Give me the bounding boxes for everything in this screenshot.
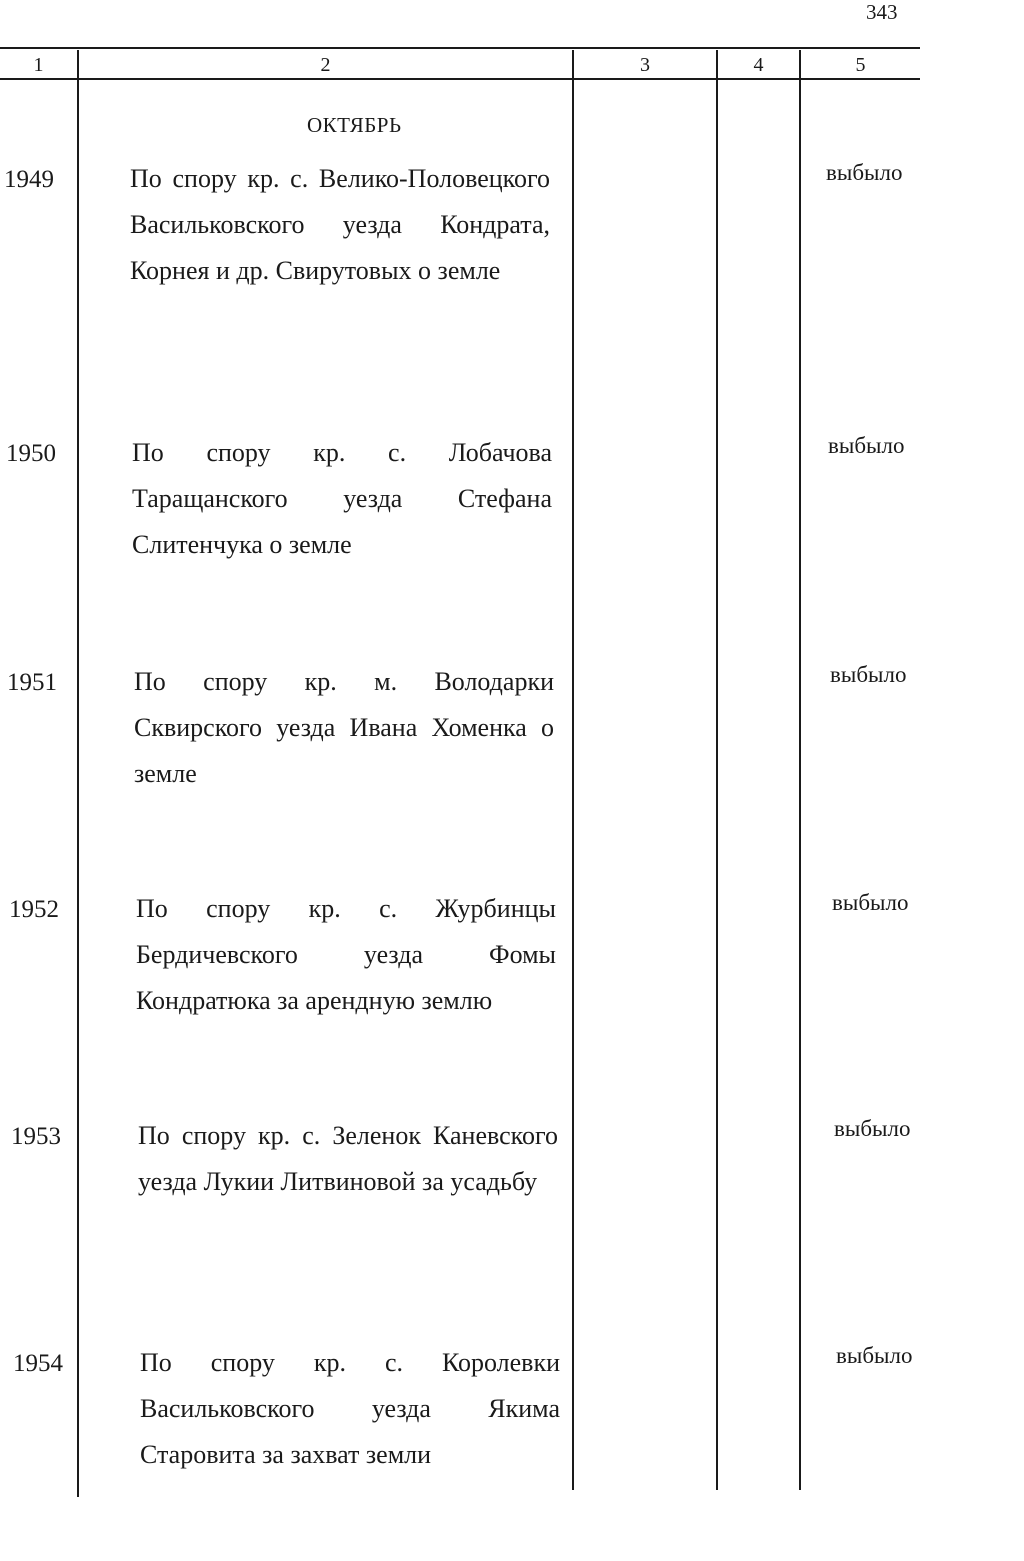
entry-description: По спору кр. с. Лобачова Таращанского уезда Стефана Слитенчука о земле: [132, 438, 552, 559]
column-header-3: 3: [640, 54, 650, 76]
column-divider-1-2: [77, 50, 79, 1497]
entry-number: 1953: [11, 1123, 61, 1150]
column-header-1: 1: [33, 54, 44, 76]
entry-status: выбыло: [832, 890, 909, 915]
entry-number: 1951: [7, 669, 57, 696]
table-header-rule: [0, 78, 920, 80]
table-top-rule: [0, 47, 920, 49]
entry-description: По спору кр. м. Володарки Сквирского уезда Ивана Хоменка о земле: [134, 667, 554, 788]
entry-status: выбыло: [828, 433, 905, 458]
entry-status: выбыло: [830, 662, 907, 687]
entry-status: выбыло: [826, 160, 903, 185]
entry-description: По спору кр. с. Зеленок Каневского уезда Лукии Литвиновой за усадьбу: [138, 1121, 558, 1196]
column-header-4: 4: [753, 54, 764, 76]
entry-description: По спору кр. с. Велико-Половецкого Васильковского уезда Кондрата, Корнея и др. Свирутовых о земле: [130, 164, 550, 285]
month-heading: ОКТЯБРЬ: [307, 113, 402, 137]
entry-description: По спору кр. с. Королевки Васильковского уезда Якима Старовита за захват земли: [140, 1348, 560, 1469]
page-number: 343: [866, 0, 898, 24]
entry-number: 1949: [4, 166, 54, 193]
entry-number: 1952: [9, 896, 59, 923]
entry-number: 1954: [13, 1350, 63, 1377]
column-divider-3-4: [716, 50, 718, 1490]
entry-number: 1950: [6, 440, 56, 467]
column-header-5: 5: [855, 54, 866, 76]
column-header-2: 2: [320, 54, 331, 76]
column-divider-2-3: [572, 50, 574, 1490]
column-divider-4-5: [799, 50, 801, 1490]
entry-description: По спору кр. с. Журбинцы Бердичевского уезда Фомы Кондратюка за арендную землю: [136, 894, 556, 1015]
entry-status: выбыло: [836, 1343, 913, 1368]
entry-status: выбыло: [834, 1116, 911, 1141]
